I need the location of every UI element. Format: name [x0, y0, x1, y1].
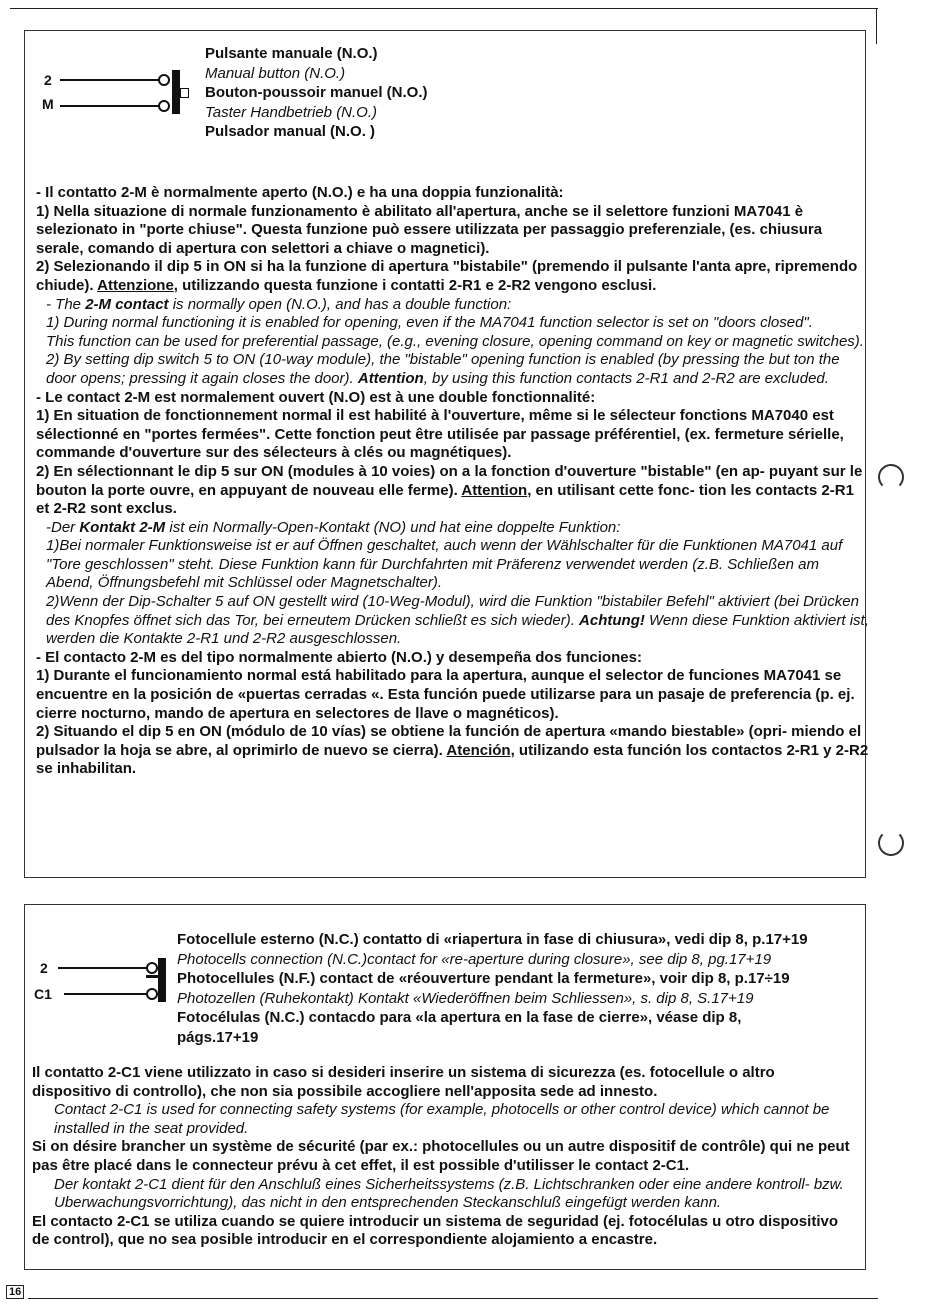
- title-fr: Bouton-poussoir manuel (N.O.): [205, 84, 428, 102]
- title-it: Pulsante manuale (N.O.): [205, 45, 378, 62]
- fr-p2: 2) En sélectionnant le dip 5 sur ON (modules à 10 voies) on a la fonction d'ouverture "bistable" (en ap- puyant sur le bouton la porte ouvre, en appuyant de nouveau elle ferme). Attention, en utilisant cette fonc- tion les contacts 2-R1 et 2-R2 sont exclus.: [36, 462, 863, 518]
- wire-m: [60, 105, 160, 107]
- fr-p1: 1) En situation de fonctionnement normal il est habilité à l'ouverture, même si le sélecteur fonctions MA7040 est sélectionné en "portes fermées". Cette fonction peut être utilisée par passage préférentiel, (ex. fermeture sérielle, commande d'ouverture sur des sélecteurs à clés ou magnétiques).: [36, 407, 844, 462]
- terminal-ring-icon: [158, 100, 170, 112]
- terminal-2: 2: [40, 960, 48, 976]
- title-en: Photocells connection (N.C.)contact for «re-aperture during closure», see dip 8, pg.17+19: [177, 950, 772, 968]
- section2-body: [32, 1064, 850, 1250]
- pushbutton-symbol-icon: [172, 70, 180, 114]
- fr-text: Si on désire brancher un système de sécurité (par ex.: photocellules ou un autre dispositif de contrôle) qui ne peut pas être placé dans le connecteur prévu à cet effet, il est possible d'utilisser le contact 2-C1.: [32, 1138, 850, 1174]
- terminal-c1: C1: [34, 986, 52, 1002]
- wire-2: [58, 967, 148, 969]
- contact-symbol-icon: [158, 958, 166, 1002]
- en-intro: - The 2-M contact is normally open (N.O.), and has a double function:: [46, 295, 512, 313]
- section1-titles: [205, 44, 428, 142]
- terminal-2: 2: [44, 72, 52, 88]
- punch-hole-icon: [878, 464, 904, 490]
- title-en: Manual button (N.O.): [205, 64, 346, 82]
- de-text: Der kontakt 2-C1 dient für den Anschluß eines Sicherheitssystems (z.B. Lichtschranken oder eine andere kontroll- bzw. Uberwachungsvorrichtung), das nicht in den entsprechenden Steckanschluß eingefügt werden kann.: [54, 1175, 844, 1212]
- es-intro: - El contacto 2-M es del tipo normalmente abierto (N.O.) y desempeña dos funciones:: [36, 648, 642, 666]
- de-p2: 2)Wenn der Dip-Schalter 5 auf ON gestellt wird (10-Weg-Modul), wird die Funktion "bistabiler Befehl" aktiviert (bei Drücken des Knopfes öffnet sich das Tor, bei erneutem Drücken schließt es sich wieder). Achtung! Wenn diese Funktion aktiviert ist, werden die Kontakte 2-R1 und 2-R2 ausgeschlossen.: [46, 593, 869, 648]
- es-p2: 2) Situando el dip 5 en ON (módulo de 10 vías) se obtiene la función de apertura «mando biestable» (opri- miendo el pulsador la hoja se abre, al oprimirlo de nuevo se cierra). Atención, utilizando esta función los contactos 2-R1 y 2-R2 se inhabilitan.: [36, 723, 869, 778]
- terminal-ring-icon: [158, 74, 170, 86]
- pushbutton-stem-icon: [180, 88, 189, 98]
- es-text: El contacto 2-C1 se utiliza cuando se quiere introducir un sistema de seguridad (ej. fotocélulas u otro dispositivo de control), que no sea posible introducir en el correspondiente alojamiento a encastre.: [32, 1212, 838, 1249]
- title-es: Pulsador manual (N.O. ): [205, 123, 376, 141]
- de-intro: -Der Kontakt 2-M ist ein Normally-Open-Kontakt (NO) und hat eine doppelte Funktion:: [46, 518, 621, 536]
- title-de: Taster Handbetrieb (N.O.): [205, 103, 378, 121]
- page-number: 16: [6, 1286, 24, 1298]
- terminal-ring-icon: [146, 962, 158, 974]
- es-p1: 1) Durante el funcionamiento normal está habilitado para la apertura, aunque el selector de funciones MA7041 se encuentre en la posición de «puertas cerradas «. Esta función puede utilizarse para un pasaje de preferencia (p. ej. cierre nocturno, mando de apertura en selectores de llave o magnéticos).: [36, 667, 855, 722]
- contact-bar-icon: [146, 975, 160, 978]
- it-p1: 1) Nella situazione di normale funzionamento è abilitato all'apertura, anche se il selettore funzioni MA7041 è selezionato in "porte chiuse". Questa funzione può essere utilizzata per passaggio preferenziale, (es. chiusura serale, comando di apertura con selettori a chiave o magnetici).: [36, 202, 823, 257]
- title-de: Photozellen (Ruhekontakt) Kontakt «Wiederöffnen beim Schliessen», s. dip 8, S.17+19: [177, 989, 754, 1007]
- terminal-ring-icon: [146, 988, 158, 1000]
- section2-titles: [177, 930, 867, 1048]
- punch-hole-icon: [878, 830, 904, 856]
- en-p1: 1) During normal functioning it is enabled for opening, even if the MA7041 function selector is set on "doors closed".: [46, 314, 813, 332]
- right-border: [876, 8, 877, 44]
- title-fr: Photocellules (N.F.) contact de «réouverture pendant la fermeture», voir dip 8, p.17÷19: [177, 970, 790, 988]
- title-it: Fotocellule esterno (N.C.) contatto di «riapertura in fase di chiusura», vedi dip 8, p.17+19: [177, 931, 808, 948]
- bottom-border: [28, 1298, 878, 1299]
- it-intro: - Il contatto 2-M è normalmente aperto (N.O.) e ha una doppia funzionalità:: [36, 184, 564, 201]
- terminal-m: M: [42, 96, 54, 112]
- it-p2: 2) Selezionando il dip 5 in ON si ha la funzione di apertura "bistabile" (premendo il pulsante l'anta apre, ripremendo chiude). Attenzione, utilizzando questa funzione i contatti 2-R1 e 2-R2 vengono esclusi.: [36, 258, 858, 294]
- it-text: Il contatto 2-C1 viene utilizzato in caso si desideri inserire un sistema di sicurezza (es. fotocellule o altro dispositivo di controllo), che non sia possibile accogliere nell'apposita sede ad innesto.: [32, 1064, 775, 1100]
- en-p2: 2) By setting dip switch 5 to ON (10-way module), the "bistable" opening function is enabled (by pressing the but ton the door opens; pressing it again closes the door). Attention, by using this function contacts 2-R1 and 2-R2 are excluded.: [46, 351, 840, 387]
- fr-intro: - Le contact 2-M est normalement ouvert (N.O) est à une double fonctionnalité:: [36, 388, 596, 406]
- wire-2: [60, 79, 160, 81]
- wire-c1: [64, 993, 148, 995]
- en-text: Contact 2-C1 is used for connecting safety systems (for example, photocells or other control device) which cannot be installed in the seat provided.: [54, 1101, 830, 1137]
- title-es: Fotocélulas (N.C.) contacdo para «la apertura en la fase de cierre», véase dip 8, págs.17+19: [177, 1009, 742, 1046]
- top-border: [10, 8, 878, 9]
- de-p1: 1)Bei normaler Funktionsweise ist er auf Öffnen geschaltet, auch wenn der Wählschalter für die Funktionen MA7041 auf "Tore geschlossen" steht. Diese Funktion kann für Durchfahrten mit Präferenz verwendet werden (z.B. Schließen am Abend, Öffnungsbefehl mit Schlüssel oder Magnetschalter).: [46, 537, 843, 592]
- section1-body: [36, 184, 870, 779]
- en-p1b: This function can be used for preferential passage, (e.g., evening closure, opening command on key or magnetic switches).: [46, 332, 864, 350]
